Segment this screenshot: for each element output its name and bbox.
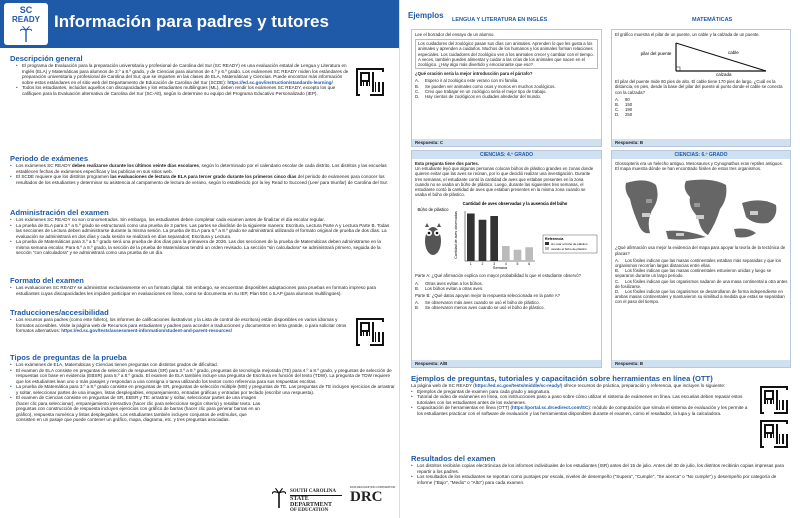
formato-bullet-1: • Las evaluaciones SC READY se administran exclusivamente en un formato digital. Sin embargo, se encuentran disponibles adaptaciones para pruebas en formato impreso para estudiantes cuyas discapacidades les impiden participar en evaluaciones en línea, como se documenta en su IEP, Plan 504 o ILAP (para alumnos multilingües). (10, 285, 395, 296)
ela-option: D. Hay cientos de zoológicos en ciudades alrededor del mundo. (415, 94, 542, 100)
sci6-answer: Respuesta: B (612, 360, 790, 367)
legend-sin-buho: sin usar el búho de plástico (551, 242, 588, 247)
chart-ylabel: Cantidad de aves observadas (454, 211, 458, 260)
heading-formato: Formato del examen (10, 276, 84, 285)
heading-tipos: Tipos de preguntas de la prueba (10, 353, 127, 362)
chart-axes (465, 211, 535, 261)
section-traducciones (10, 308, 350, 334)
resultados-bullet-1: • Los distritos recibirán copias electrónicas de los informes individuales de los estudiantes (ISR) antes del 15 de julio. Antes del 30 de julio, los distritos recibirán copias impresas para repartir a los padres. (411, 463, 791, 474)
ott-bullet-3: • Capacitación de herramientas en línea (OTT) (https://portal.sc.drcedirect.com/SC): módulo de computación que simula el sistema de evaluación y les permite a los estudiantes practicar con el software de evaluación y las herramientas disponibles durante el examen, como el resaltador, la lupa y la calculadora. (411, 405, 751, 416)
sci4-part-b-question: Parte B: ¿Qué datos apoyan mejor la respuesta seleccionada en la parte A? (415, 293, 560, 299)
palmetto-icon (20, 26, 32, 42)
chart-bar (467, 214, 475, 262)
math-option: D. 250 (615, 112, 633, 118)
legend-con-buho: usando el búho de plástico (551, 247, 587, 252)
science-6-header: CIENCIAS: 6.º GRADO (612, 151, 790, 159)
chart-bar (479, 220, 487, 261)
ott-portal-link[interactable]: https://portal.sc.drcedirect.com/SC (511, 405, 589, 411)
heading-ott: Ejemplos de preguntas, tutoriales y capacitación sobre herramientas en línea (OTT) (411, 374, 713, 383)
chart-title: Cantidad de aves observadas y la ausencia del búho (462, 201, 568, 207)
column-header-ela: LENGUA Y LITERATURA EN INGLÉS (452, 17, 548, 23)
chart-tick-label: 4 (504, 262, 507, 267)
drc-logo: DATA RECOGNITION CORPORATION DRC (350, 486, 396, 505)
sci6-option: A. Los fósiles indican que las masas continentales estaban más separadas y que los organismos recorrían largas distancias entre ellas. (615, 257, 781, 269)
sci4-two-parts: Esta pregunta tiene dos partes. (415, 161, 479, 166)
math-options (612, 97, 790, 118)
admin-bullet-2: • La prueba de ELA para 3.º a 5.º grado se estructurará como una prueba de 3 partes. Las partes se dividirán de la siguiente manera: Escritura, Lectura Parte A y Lectura Parte B. Todas las secciones de Lectura deben administrarse durante la misma sesión. La prueba de ELA para 6.º a 8.º grado se administrará utilizando el formato original de prueba de dos días. La evaluación se administrará en dos días y cada sesión se realizará en días separados; Escritura y Lectura. (10, 223, 395, 240)
section-resultados (411, 454, 791, 485)
desc-paragraph-1: • El programa de Evaluación para la preparación universitaria y profesional de Carolina del Sur (SC READY) es una evaluación estatal de Lengua y Literatura en Inglés (ELA) y Matemáticas para alumnos de 3.º a 8.º grado, y de Ciencias para alumnos de 4.º y 6.º grado. Los exámenes SC READY miden los estándares de preparación universitaria y profesional de Carolina del Sur, que se imparten en las clases de ELA, Matemáticas y Ciencias. Puede encontrar más información sobre estos estándares en el sitio web del Departamento de Educación de Carolina del Sur (SCDE): https://ed.sc.gov/instruction/standards-learning/ (16, 63, 350, 85)
chart-tick-label: 1 (469, 262, 472, 267)
math-answer: Respuesta: B (612, 139, 790, 146)
trad-bullet-1: • Los recursos para padres (como este folleto), los informes de calificaciones ilustrativos y la Lista de control de escritura) están disponibles en varios idiomas y formatos accesibles. Visite la página web de Recursos para estudiantes y padres para acceder a traducciones y documentos en letra grande, o para solicitar otros formatos alternativos: https://ed.sc.gov/tests/assessment-information/student-and-parent-resources/ (10, 317, 350, 334)
section-descripcion (10, 54, 349, 96)
ela-question: ¿Qué oración sería la mejor introducción para el párrafo? (415, 71, 533, 77)
chart-bar (502, 246, 510, 261)
sci6-option: C. Los fósiles indican que los organismos nadaron de una masa continental a otra antes de fosilizarse. (615, 278, 788, 289)
heading-resultados: Resultados del examen (411, 454, 496, 463)
resources-link[interactable]: https://ed.sc.gov/tests/assessment-information/student-and-parent-resources/ (61, 328, 232, 333)
sci6-option: B. Los fósiles indican que las masas continentales estuvieron unidas y luego se separaron durante un largo periodo. (615, 268, 772, 279)
section-tipos (10, 353, 395, 423)
bridge-diagram (616, 39, 786, 77)
admin-bullet-1: • Los exámenes SC READY no son cronometrados. Sin embargo, los estudiantes deben completar cada examen antes de finalizar el día escolar regular. (10, 217, 395, 223)
sci4-part-b-option: A. Se observaron más aves cuando se usó el búho de plástico. (415, 300, 540, 306)
chart-bar (490, 216, 498, 261)
tipos-bullet-3: • La prueba de Matemática para 3.º a 8.º grado consiste en preguntas de SR, preguntas de selección múltiple (MS) y preguntas de TE. Las preguntas de TE incluyen ejercicios de arrastrar y soltar, seleccionar partes de una imagen, listas desplegables, emparejamiento, entradas gráficas y entradas por teclado (escribir una respuesta). (10, 384, 395, 395)
sci4-part-a-option: A. Otras aves evitan a los búhos. (415, 280, 483, 286)
owl-bar-chart (415, 199, 600, 271)
label-cable: cable (728, 50, 739, 56)
sci6-question: ¿Qué afirmación usa mejor la evidencia del mapa para apoyar la teoría de la tectónica de placas? (615, 245, 786, 256)
section-administracion (10, 208, 395, 256)
sci4-part-b-options (412, 300, 601, 310)
sci6-option: D. Los fósiles indican que los organismos se desarrollaron de forma independiente en ambas masas continentales y mantuvieron su similitud a medida que estas se separaban con el paso del tiempo. (615, 289, 785, 305)
periodo-bullet-2: • El SCDE requiere que los distritos programen las evaluaciones de lectura de ELA para tercer grado durante los primeros cinco días del periodo de exámenes para conocer los resultados de los estudiantes y determinar su asistencia al campamento de lectura de verano, según lo establecido por la ley Read to Succeed (Leer para triunfar) de Carolina del Sur. (10, 174, 395, 185)
section-periodo (10, 154, 395, 185)
page-title: Información para padres y tutores (54, 12, 329, 31)
ela-options (412, 78, 601, 99)
desc-paragraph-2: • Todos los estudiantes, incluidos aquellos con discapacidades y los estudiantes multilingües (ML), deben rendir los exámenes SC READY, excepto los que califiquen para la Evaluación alternativa de Carolina del Sur (SC-Alt), según lo determine su equipo del Programa Educativo Personalizado (IEP). (16, 85, 350, 96)
qr-code-sc-ready (760, 386, 788, 414)
heading-administracion: Administración del examen (10, 208, 109, 217)
sci4-answer: Respuesta: A/B (412, 360, 601, 367)
ela-passage: Los cuidadores del zoológico pasan sus días con animales. Aprenden lo que les gusta a los animales y aprenden a cuidarlos. Muchos de los humanos y los animales forman relaciones especiales. Los cuidadores del zoológico ven a los animales crecer y cambiar con el tiempo. A veces, también pueden alimentar y cuidar a las crías de los animales que nacen en el zoológico. ¿Hay algo más divertido y emocionante que eso? (415, 39, 598, 69)
sc-ready-link[interactable]: https://ed.sc.gov/tests/middle/sc-ready/ (474, 383, 561, 388)
ott-intro: La página web de SC READY (https://ed.sc.gov/tests/middle/sc-ready/) ofrece recursos de práctica, preparación y referencia, que incluyen lo siguiente: (411, 383, 726, 388)
fossil-map (616, 173, 788, 243)
heading-descripcion: Descripción general (10, 54, 83, 63)
section-ott (411, 374, 751, 416)
sci4-part-a-question: Parte A: ¿Qué afirmación explica con mayor probabilidad lo que el estudiante observó? (415, 273, 582, 279)
ela-answer: Respuesta: C (412, 139, 601, 146)
ott-bullet-1: • Ejemplos de preguntas de examen para cada grado y asignatura. (411, 389, 751, 395)
label-pilar: pilar del puente (640, 51, 672, 57)
ela-option: B. Se pueden ver animales como osos y monos en muchos zoológicos. (415, 83, 556, 89)
scde-logo: SOUTH CAROLINA STATE DEPARTMENT OF EDUCATION (272, 486, 342, 514)
tipos-bullet-4: • El examen de Ciencias consiste en preguntas de SR, EBSR y TE: arrastrar y soltar, seleccionar partes de una imagen (hacer clic para seleccionar), emparejamiento interactivo (hacer clic para seleccionar según criterio) y resaltar texto. Las preguntas con construcción de respuesta incluyen ejercicios con gráfico de barras (hacer clic para generar barras en un gráfico), respuesta numérica y listas desplegables. Los estudiantes también incluyen conjuntos de estímulos, que consisten en un pasaje que puede contener un gráfico, mapa, diagrama, etc. y tres preguntas asociadas. (10, 395, 265, 423)
chart-tick-label: 6 (528, 262, 531, 267)
math-option: C. 190 (615, 107, 633, 113)
chart-tick-label: 3 (493, 262, 496, 267)
ela-option: A. Espero ir al zoológico este verano con mi familia. (415, 78, 519, 84)
periodo-bullet-1: • Los exámenes SC READY deben realizarse durante los últimos veinte días escolares, según lo determinado por el calendario escolar de cada distrito. Los distritos y las escuelas establecen fechas de exámenes específicas y las publican en sus sitios web. (10, 163, 395, 174)
tipos-bullet-2: • El examen de ELA consiste en preguntas de selección de respuestas (SR) para 3.º a 8.º grado, preguntas de tecnología mejorada (TE) para 4.º a 8.º grado, y preguntas de selección de respuestas con base en evidencia (EBSR) para 5.º a 8.º grado. El examen de ELA también incluye una pregunta de Escritura en función del texto (TDW). La pregunta de TDW requiere que los estudiantes lean uno o más pasajes y respondan a una consigna o tarea utilizando los textos como referencia para sus respuestas escritas. (10, 368, 395, 385)
qr-code-standards (356, 68, 384, 96)
column-header-matematicas: MATEMÁTICAS (692, 17, 733, 23)
ela-example-box (411, 29, 602, 147)
qr-code-resources (356, 318, 384, 346)
chart-tick-label: 5 (516, 262, 519, 267)
math-question-2: El pilar del puente mide 80 pies de alto. El cable tiene 170 pies de largo. ¿Cuál es la distancia, en pies, desde la base del pilar del puente al punto donde el cable se conecta con la calzada? (615, 79, 783, 95)
owl-label: Búho de plástico (417, 207, 449, 213)
math-example-box (611, 29, 791, 147)
resultados-bullet-2: • Los resultados de los estudiantes se reportan como puntajes por escala, niveles de desempeño ("Supera", "Cumple", "Se acerca" o "No cumple") y desempeño por categoría de informe ("Bajo", "Medio" o "Alto") para cada examen. (411, 474, 791, 485)
section-formato (10, 276, 395, 296)
heading-traducciones: Traducciones/accesibilidad (10, 308, 109, 317)
sci6-options (612, 258, 790, 305)
tipos-bullet-1: • Los exámenes de ELA, Matemáticas y Ciencias tienen preguntas con distintos grados de dificultad. (10, 362, 395, 368)
sci4-part-a-option: B. Los búhos evitan a otras aves. (415, 285, 484, 291)
ott-bullet-2: • Tutorial de video de exámenes en línea, con instrucciones paso a paso sobre cómo utilizar el sistema de exámenes en línea. Las escuelas deben repasar estos tutoriales con los estudiantes antes de los exámenes. (411, 394, 751, 405)
science-4-box (411, 150, 602, 368)
science-6-box (611, 150, 791, 368)
label-calzada: calzada (716, 72, 732, 78)
heading-ejemplos: Ejemplos (408, 11, 444, 20)
math-option: A. 90 (615, 96, 630, 102)
sci4-part-a-options (412, 281, 601, 291)
standards-link[interactable]: https://ed.sc.gov/instruction/standards-learning/ (227, 79, 333, 85)
sci4-passage: Un estudiante leyó que algunas personas colocan búhos de plástico grandes en zonas donde quieren evitar que las aves se reúnan, por lo que decidió realizar una investigación. Durante tres semanas, el estudiante contó la cantidad de aves que estaban presentes en la zona cuando no se usaba un búho de plástico. Luego, durante las siguientes tres semanas, el estudiante contó la cantidad de aves que estaban presentes en la misma zona cuando se usaba el búho de plástico. (415, 166, 594, 198)
admin-bullet-3: • La prueba de Matemáticas para 3.º a 5.º grado será una prueba de dos días para la primavera de 2026. Las dos secciones de la prueba de Matemáticas deben administrarse en la misma semana escolar. Para 6.º a 8.º grado, la sección de la prueba de Matemáticas tendrá un orden revisado. La sección "sin calculadora" se administrará primero, seguida de la sección "con calculadora" y se administrará como una prueba de un día. (10, 239, 395, 256)
chart-tick-label: 2 (481, 262, 484, 267)
ela-intro: Lee el borrador del ensayo de un alumno. (415, 32, 495, 37)
science-4-header: CIENCIAS: 4.º GRADO (412, 151, 601, 159)
chart-bar (514, 250, 522, 261)
title-banner (0, 0, 400, 48)
sc-ready-logo: SC READY (4, 3, 48, 45)
legend-title: Referencia (545, 237, 564, 242)
chart-legend (543, 235, 597, 253)
sci4-part-b-option: B. Se observaron menos aves cuando se usó el búho de plástico. (415, 305, 545, 311)
heading-periodo: Periodo de exámenes (10, 154, 89, 163)
math-option: B. 150 (615, 102, 633, 108)
math-question-1: El gráfico muestra el pilar de un puente, un cable y la calzada de un puente. (615, 32, 760, 37)
qr-code-ott (760, 420, 788, 448)
chart-bar (525, 248, 533, 262)
palmetto-seal-icon (272, 488, 286, 508)
chart-xlabel: Semana (492, 266, 508, 271)
ela-option: C. Creo que trabajar en un zoológico sería el mejor tipo de trabajo. (415, 88, 547, 94)
owl-icon (425, 223, 441, 255)
sci6-passage: Glossopteris era un helecho antiguo. Mesosaurus y Cynognathus eran reptiles antiguos. El mapa muestra dónde se han encontrado fósiles de estos tres organismos. (615, 161, 783, 172)
